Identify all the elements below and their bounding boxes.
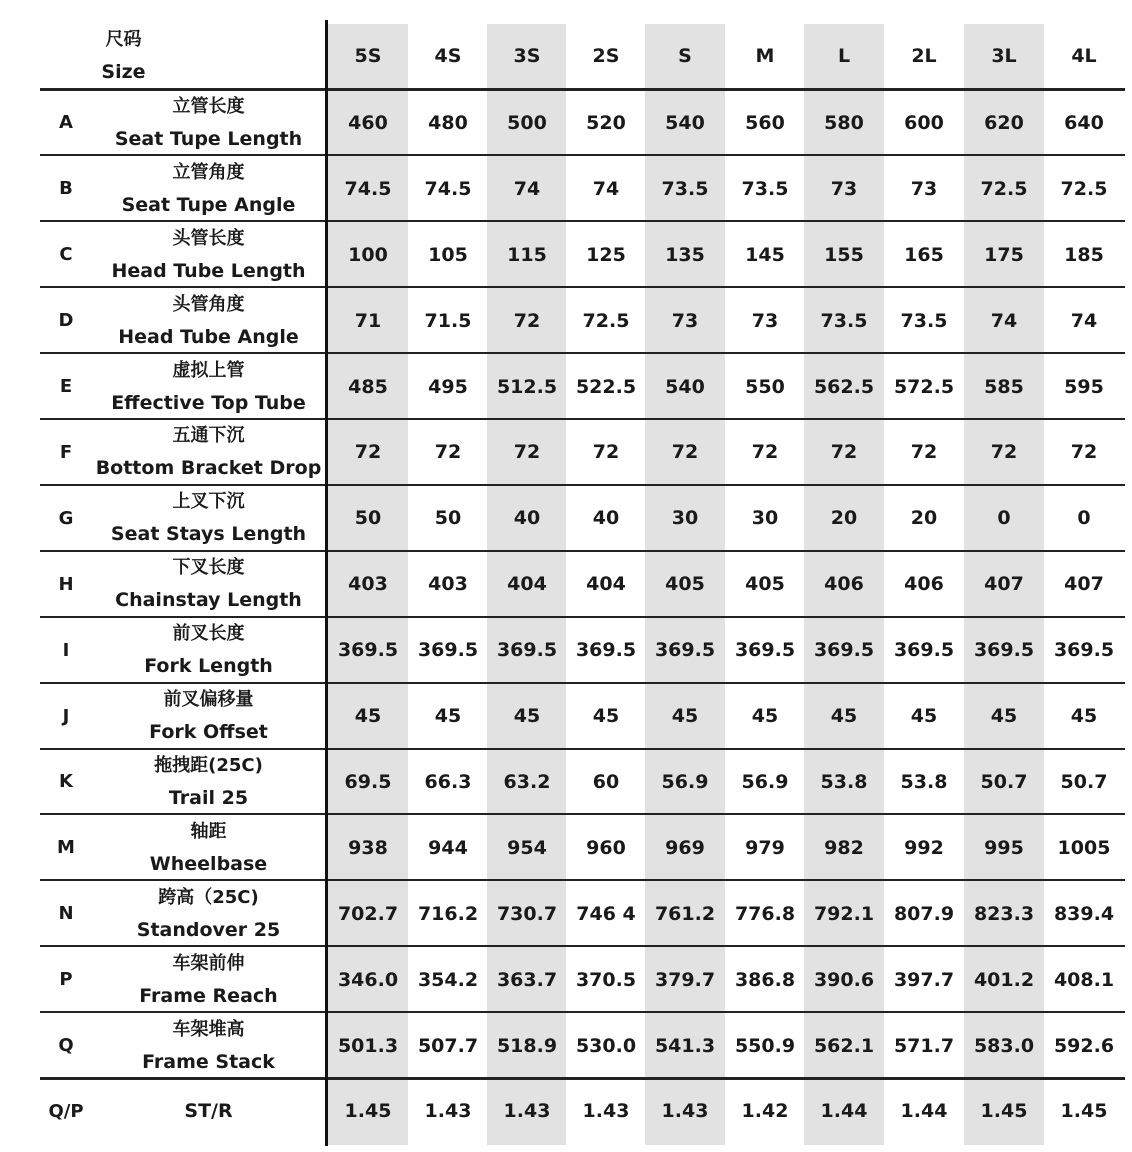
row-label-en: Fork Length: [144, 655, 273, 678]
value-cell: 74: [1070, 309, 1098, 332]
value-cell: 71.5: [424, 309, 472, 332]
value-cell: 369.5: [496, 639, 558, 662]
row-label-en: Seat Tupe Length: [114, 127, 303, 150]
value-cell: 72.5: [1060, 177, 1108, 200]
value-cell: 405: [665, 573, 705, 596]
value-cell: 404: [586, 573, 626, 596]
row-label-en: Seat Stays Length: [110, 523, 307, 546]
value-cell: 45: [513, 705, 541, 728]
value-cell: 807.9: [893, 902, 955, 925]
row-key: N: [58, 903, 74, 925]
value-cell: 105: [428, 243, 468, 266]
label-column-divider: [325, 20, 328, 1146]
value-cell: 73.5: [820, 309, 868, 332]
value-cell: 369.5: [337, 639, 399, 662]
row-key: A: [59, 112, 73, 134]
row-label-en: Chainstay Length: [115, 589, 302, 612]
value-cell: 45: [592, 705, 620, 728]
value-cell: 403: [348, 573, 388, 596]
value-cell: 72: [513, 441, 541, 464]
value-cell: 20: [910, 507, 938, 530]
value-cell: 369.5: [734, 639, 796, 662]
row-label: [92, 156, 325, 222]
value-cell: 702.7: [337, 902, 399, 925]
value-cell: 346.0: [337, 968, 399, 991]
value-cell: 40: [513, 507, 541, 530]
row-label: [92, 222, 325, 288]
value-cell: 530.0: [575, 1034, 637, 1057]
size-header-m: M: [755, 45, 775, 67]
row-label-en: Head Tube Length: [111, 259, 306, 282]
value-cell: 507.7: [417, 1034, 479, 1057]
value-cell: 520: [586, 111, 626, 134]
row-label: [92, 485, 325, 551]
value-cell: 776.8: [734, 902, 796, 925]
value-cell: 66.3: [424, 770, 472, 793]
ratio-value-cell: 1.43: [582, 1100, 630, 1123]
row-label-zh: 头管长度: [172, 227, 245, 249]
ratio-value-cell: 1.43: [424, 1100, 472, 1123]
value-cell: 45: [354, 705, 382, 728]
value-cell: 72: [354, 441, 382, 464]
ratio-key: Q/P: [48, 1100, 84, 1122]
value-cell: 45: [830, 705, 858, 728]
value-cell: 960: [586, 836, 626, 859]
ratio-value-cell: 1.45: [344, 1100, 392, 1123]
value-cell: 746 4: [576, 902, 636, 925]
size-header-4l: 4L: [1071, 45, 1097, 67]
row-label-en: Seat Tupe Angle: [121, 193, 296, 216]
value-cell: 72: [434, 441, 462, 464]
row-label-zh: 前叉偏移量: [163, 689, 254, 711]
row-label-en: Fork Offset: [149, 721, 268, 744]
value-cell: 583.0: [973, 1034, 1035, 1057]
value-cell: 73: [830, 177, 858, 200]
row-label: [92, 1013, 325, 1079]
value-cell: 73.5: [661, 177, 709, 200]
value-cell: 522.5: [575, 375, 637, 398]
ratio-value-cell: 1.42: [741, 1100, 789, 1123]
value-cell: 354.2: [417, 968, 479, 991]
value-cell: 379.7: [654, 968, 716, 991]
size-header-s: S: [678, 45, 692, 67]
row-label-en: Head Tube Angle: [118, 325, 299, 348]
value-cell: 979: [745, 836, 785, 859]
value-cell: 572.5: [893, 375, 955, 398]
value-cell: 185: [1064, 243, 1104, 266]
ratio-label: [92, 1079, 325, 1145]
row-key: B: [59, 178, 73, 200]
row-label: [92, 815, 325, 881]
value-cell: 50: [434, 507, 462, 530]
value-cell: 40: [592, 507, 620, 530]
value-cell: 403: [428, 573, 468, 596]
value-cell: 730.7: [496, 902, 558, 925]
value-cell: 480: [428, 111, 468, 134]
ratio-value-cell: 1.45: [1060, 1100, 1108, 1123]
value-cell: 74.5: [424, 177, 472, 200]
value-cell: 592.6: [1053, 1034, 1115, 1057]
value-cell: 944: [428, 836, 468, 859]
row-key: M: [57, 837, 75, 859]
value-cell: 541.3: [654, 1034, 716, 1057]
row-label-zh: 立管角度: [172, 161, 245, 183]
value-cell: 460: [348, 111, 388, 134]
value-cell: 369.5: [417, 639, 479, 662]
value-cell: 495: [428, 375, 468, 398]
value-cell: 969: [665, 836, 705, 859]
value-cell: 571.7: [893, 1034, 955, 1057]
value-cell: 485: [348, 375, 388, 398]
value-cell: 369.5: [893, 639, 955, 662]
value-cell: 401.2: [973, 968, 1035, 991]
value-cell: 72: [592, 441, 620, 464]
row-key: K: [59, 771, 73, 793]
row-label: [92, 683, 325, 749]
value-cell: 72.5: [980, 177, 1028, 200]
value-cell: 369.5: [973, 639, 1035, 662]
row-key: E: [59, 376, 73, 398]
row-key: C: [59, 244, 73, 266]
value-cell: 761.2: [654, 902, 716, 925]
value-cell: 53.8: [820, 770, 868, 793]
row-key: P: [59, 969, 73, 991]
value-cell: 369.5: [575, 639, 637, 662]
value-cell: 56.9: [741, 770, 789, 793]
size-header-3l: 3L: [991, 45, 1017, 67]
row-label-zh: 车架堆高: [172, 1018, 245, 1040]
row-label-en: Standover 25: [136, 918, 281, 941]
value-cell: 115: [507, 243, 547, 266]
value-cell: 165: [904, 243, 944, 266]
row-label-zh: 跨高（25C): [158, 886, 259, 908]
value-cell: 501.3: [337, 1034, 399, 1057]
row-label-zh: 轴距: [190, 820, 227, 842]
size-header-4s: 4S: [434, 45, 462, 67]
value-cell: 145: [745, 243, 785, 266]
value-cell: 53.8: [900, 770, 948, 793]
value-cell: 71: [354, 309, 382, 332]
value-cell: 175: [984, 243, 1024, 266]
value-cell: 540: [665, 375, 705, 398]
row-label: [92, 947, 325, 1013]
row-label-en: Bottom Bracket Drop: [95, 457, 322, 480]
value-cell: 20: [830, 507, 858, 530]
value-cell: 386.8: [734, 968, 796, 991]
value-cell: 73: [751, 309, 779, 332]
value-cell: 135: [665, 243, 705, 266]
value-cell: 792.1: [813, 902, 875, 925]
value-cell: 562.5: [813, 375, 875, 398]
value-cell: 74: [513, 177, 541, 200]
value-cell: 30: [751, 507, 779, 530]
value-cell: 406: [904, 573, 944, 596]
value-cell: 45: [990, 705, 1018, 728]
row-label: [92, 881, 325, 947]
row-label-zh: 头管角度: [172, 293, 245, 315]
value-cell: 369.5: [813, 639, 875, 662]
row-label-zh: 虚拟上管: [172, 359, 245, 381]
value-cell: 585: [984, 375, 1024, 398]
ratio-value-cell: 1.44: [820, 1100, 868, 1123]
value-cell: 60: [592, 770, 620, 793]
row-label-en: Frame Stack: [142, 1050, 275, 1073]
value-cell: 600: [904, 111, 944, 134]
row-label-zh: 下叉长度: [172, 557, 245, 579]
ratio-value-cell: 1.43: [503, 1100, 551, 1123]
row-label: [92, 617, 325, 683]
value-cell: 982: [824, 836, 864, 859]
row-label: [92, 288, 325, 354]
value-cell: 595: [1064, 375, 1104, 398]
row-key: I: [62, 639, 70, 661]
value-cell: 823.3: [973, 902, 1035, 925]
row-label-zh: 车架前伸: [172, 952, 245, 974]
value-cell: 74: [990, 309, 1018, 332]
row-label-zh: 五通下沉: [172, 425, 245, 447]
row-label-zh: 立管长度: [172, 95, 245, 117]
row-label: [92, 551, 325, 617]
value-cell: 518.9: [496, 1034, 558, 1057]
value-cell: 540: [665, 111, 705, 134]
value-cell: 369.5: [1053, 639, 1115, 662]
value-cell: 408.1: [1053, 968, 1115, 991]
row-label: [92, 749, 325, 815]
row-label-en: Effective Top Tube: [111, 391, 306, 414]
value-cell: 954: [507, 836, 547, 859]
value-cell: 407: [984, 573, 1024, 596]
row-label: [92, 420, 325, 486]
value-cell: 370.5: [575, 968, 637, 991]
value-cell: 63.2: [503, 770, 551, 793]
ratio-value-cell: 1.44: [900, 1100, 948, 1123]
row-key: F: [59, 441, 73, 463]
value-cell: 50: [354, 507, 382, 530]
value-cell: 50.7: [1060, 770, 1108, 793]
row-label-zh: 拖拽距(25C): [154, 754, 263, 776]
value-cell: 620: [984, 111, 1024, 134]
value-cell: 500: [507, 111, 547, 134]
value-cell: 50.7: [980, 770, 1028, 793]
value-cell: 995: [984, 836, 1024, 859]
row-label: [92, 90, 325, 156]
value-cell: 100: [348, 243, 388, 266]
value-cell: 397.7: [893, 968, 955, 991]
size-header-2l: 2L: [911, 45, 937, 67]
size-label-en: Size: [101, 61, 146, 83]
value-cell: 72: [671, 441, 699, 464]
value-cell: 390.6: [813, 968, 875, 991]
value-cell: 45: [1070, 705, 1098, 728]
row-label-zh: 前叉长度: [172, 623, 245, 645]
value-cell: 0: [997, 507, 1011, 530]
value-cell: 155: [824, 243, 864, 266]
value-cell: 72: [751, 441, 779, 464]
value-cell: 550.9: [734, 1034, 796, 1057]
row-key: G: [58, 507, 74, 529]
row-key: J: [62, 705, 70, 727]
row-label: [92, 354, 325, 420]
value-cell: 562.1: [813, 1034, 875, 1057]
value-cell: 580: [824, 111, 864, 134]
value-cell: 369.5: [654, 639, 716, 662]
value-cell: 72: [513, 309, 541, 332]
value-cell: 407: [1064, 573, 1104, 596]
row-label-en: Wheelbase: [149, 852, 268, 875]
value-cell: 72: [990, 441, 1018, 464]
ratio-label-text: ST/R: [184, 1100, 233, 1123]
value-cell: 72.5: [582, 309, 630, 332]
value-cell: 405: [745, 573, 785, 596]
value-cell: 363.7: [496, 968, 558, 991]
size-header-label: [22, 24, 225, 88]
value-cell: 1005: [1057, 836, 1111, 859]
value-cell: 839.4: [1053, 902, 1115, 925]
value-cell: 69.5: [344, 770, 392, 793]
value-cell: 0: [1077, 507, 1091, 530]
value-cell: 74.5: [344, 177, 392, 200]
size-header-2s: 2S: [592, 45, 620, 67]
ratio-value-cell: 1.45: [980, 1100, 1028, 1123]
value-cell: 716.2: [417, 902, 479, 925]
value-cell: 550: [745, 375, 785, 398]
value-cell: 125: [586, 243, 626, 266]
value-cell: 74: [592, 177, 620, 200]
ratio-value-cell: 1.43: [661, 1100, 709, 1123]
value-cell: 404: [507, 573, 547, 596]
value-cell: 72: [830, 441, 858, 464]
row-key: Q: [58, 1035, 74, 1057]
row-label-en: Frame Reach: [139, 984, 278, 1007]
value-cell: 72: [910, 441, 938, 464]
value-cell: 512.5: [496, 375, 558, 398]
value-cell: 45: [751, 705, 779, 728]
value-cell: 45: [434, 705, 462, 728]
value-cell: 56.9: [661, 770, 709, 793]
size-header-l: L: [837, 45, 851, 67]
row-label-zh: 上叉下沉: [172, 491, 245, 513]
value-cell: 992: [904, 836, 944, 859]
value-cell: 45: [671, 705, 699, 728]
value-cell: 406: [824, 573, 864, 596]
value-cell: 73: [910, 177, 938, 200]
size-header-5s: 5S: [354, 45, 382, 67]
value-cell: 72: [1070, 441, 1098, 464]
row-label-en: Trail 25: [168, 786, 249, 809]
value-cell: 73.5: [900, 309, 948, 332]
value-cell: 30: [671, 507, 699, 530]
value-cell: 45: [910, 705, 938, 728]
size-label-zh: 尺码: [105, 29, 142, 50]
value-cell: 73: [671, 309, 699, 332]
value-cell: 640: [1064, 111, 1104, 134]
value-cell: 938: [348, 836, 388, 859]
size-header-3s: 3S: [513, 45, 541, 67]
value-cell: 73.5: [741, 177, 789, 200]
row-key: D: [58, 310, 74, 332]
row-key: H: [58, 573, 74, 595]
value-cell: 560: [745, 111, 785, 134]
